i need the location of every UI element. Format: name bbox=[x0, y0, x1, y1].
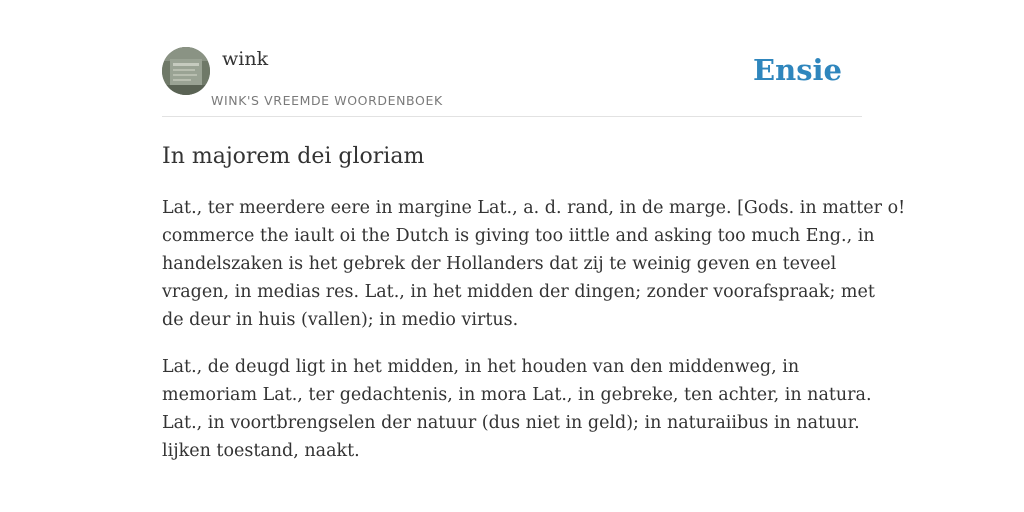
paragraph-line: de deur in huis (vallen); in medio virtus. bbox=[162, 310, 519, 330]
entry-title: In majorem dei gloriam bbox=[162, 144, 425, 169]
author-name-link[interactable]: wink bbox=[222, 48, 269, 70]
paragraph-line: vragen, in medias res. Lat., in het midden der dingen; zonder voorafspraak; met bbox=[162, 282, 875, 302]
ensie-logo[interactable]: Ensie bbox=[753, 53, 842, 87]
paragraph-line: handelszaken is het gebrek der Hollanders dat zij te weinig geven en teveel bbox=[162, 254, 837, 274]
avatar-photo-icon bbox=[162, 47, 210, 95]
source-dictionary-label[interactable]: WINK'S VREEMDE WOORDENBOEK bbox=[211, 93, 443, 108]
entry-header bbox=[162, 46, 862, 117]
entry-paragraph-2 bbox=[162, 353, 872, 465]
entry-card bbox=[162, 46, 906, 465]
paragraph-line: memoriam Lat., ter gedachtenis, in mora Lat., in gebreke, ten achter, in natura. bbox=[162, 385, 872, 405]
author-avatar[interactable] bbox=[162, 47, 210, 95]
paragraph-line: Lat., ter meerdere eere in margine Lat., a. d. rand, in de marge. [Gods. in matter o! bbox=[162, 198, 906, 218]
paragraph-line: Lat., in voortbrengselen der natuur (dus niet in geld); in naturaiibus in natuur. bbox=[162, 413, 860, 433]
paragraph-line: Lat., de deugd ligt in het midden, in het houden van den middenweg, in bbox=[162, 357, 800, 377]
entry-paragraph-1 bbox=[162, 194, 906, 334]
paragraph-line: commerce the iault oi the Dutch is giving too iittle and asking too much Eng., in bbox=[162, 226, 875, 246]
paragraph-line: lijken toestand, naakt. bbox=[162, 441, 360, 461]
